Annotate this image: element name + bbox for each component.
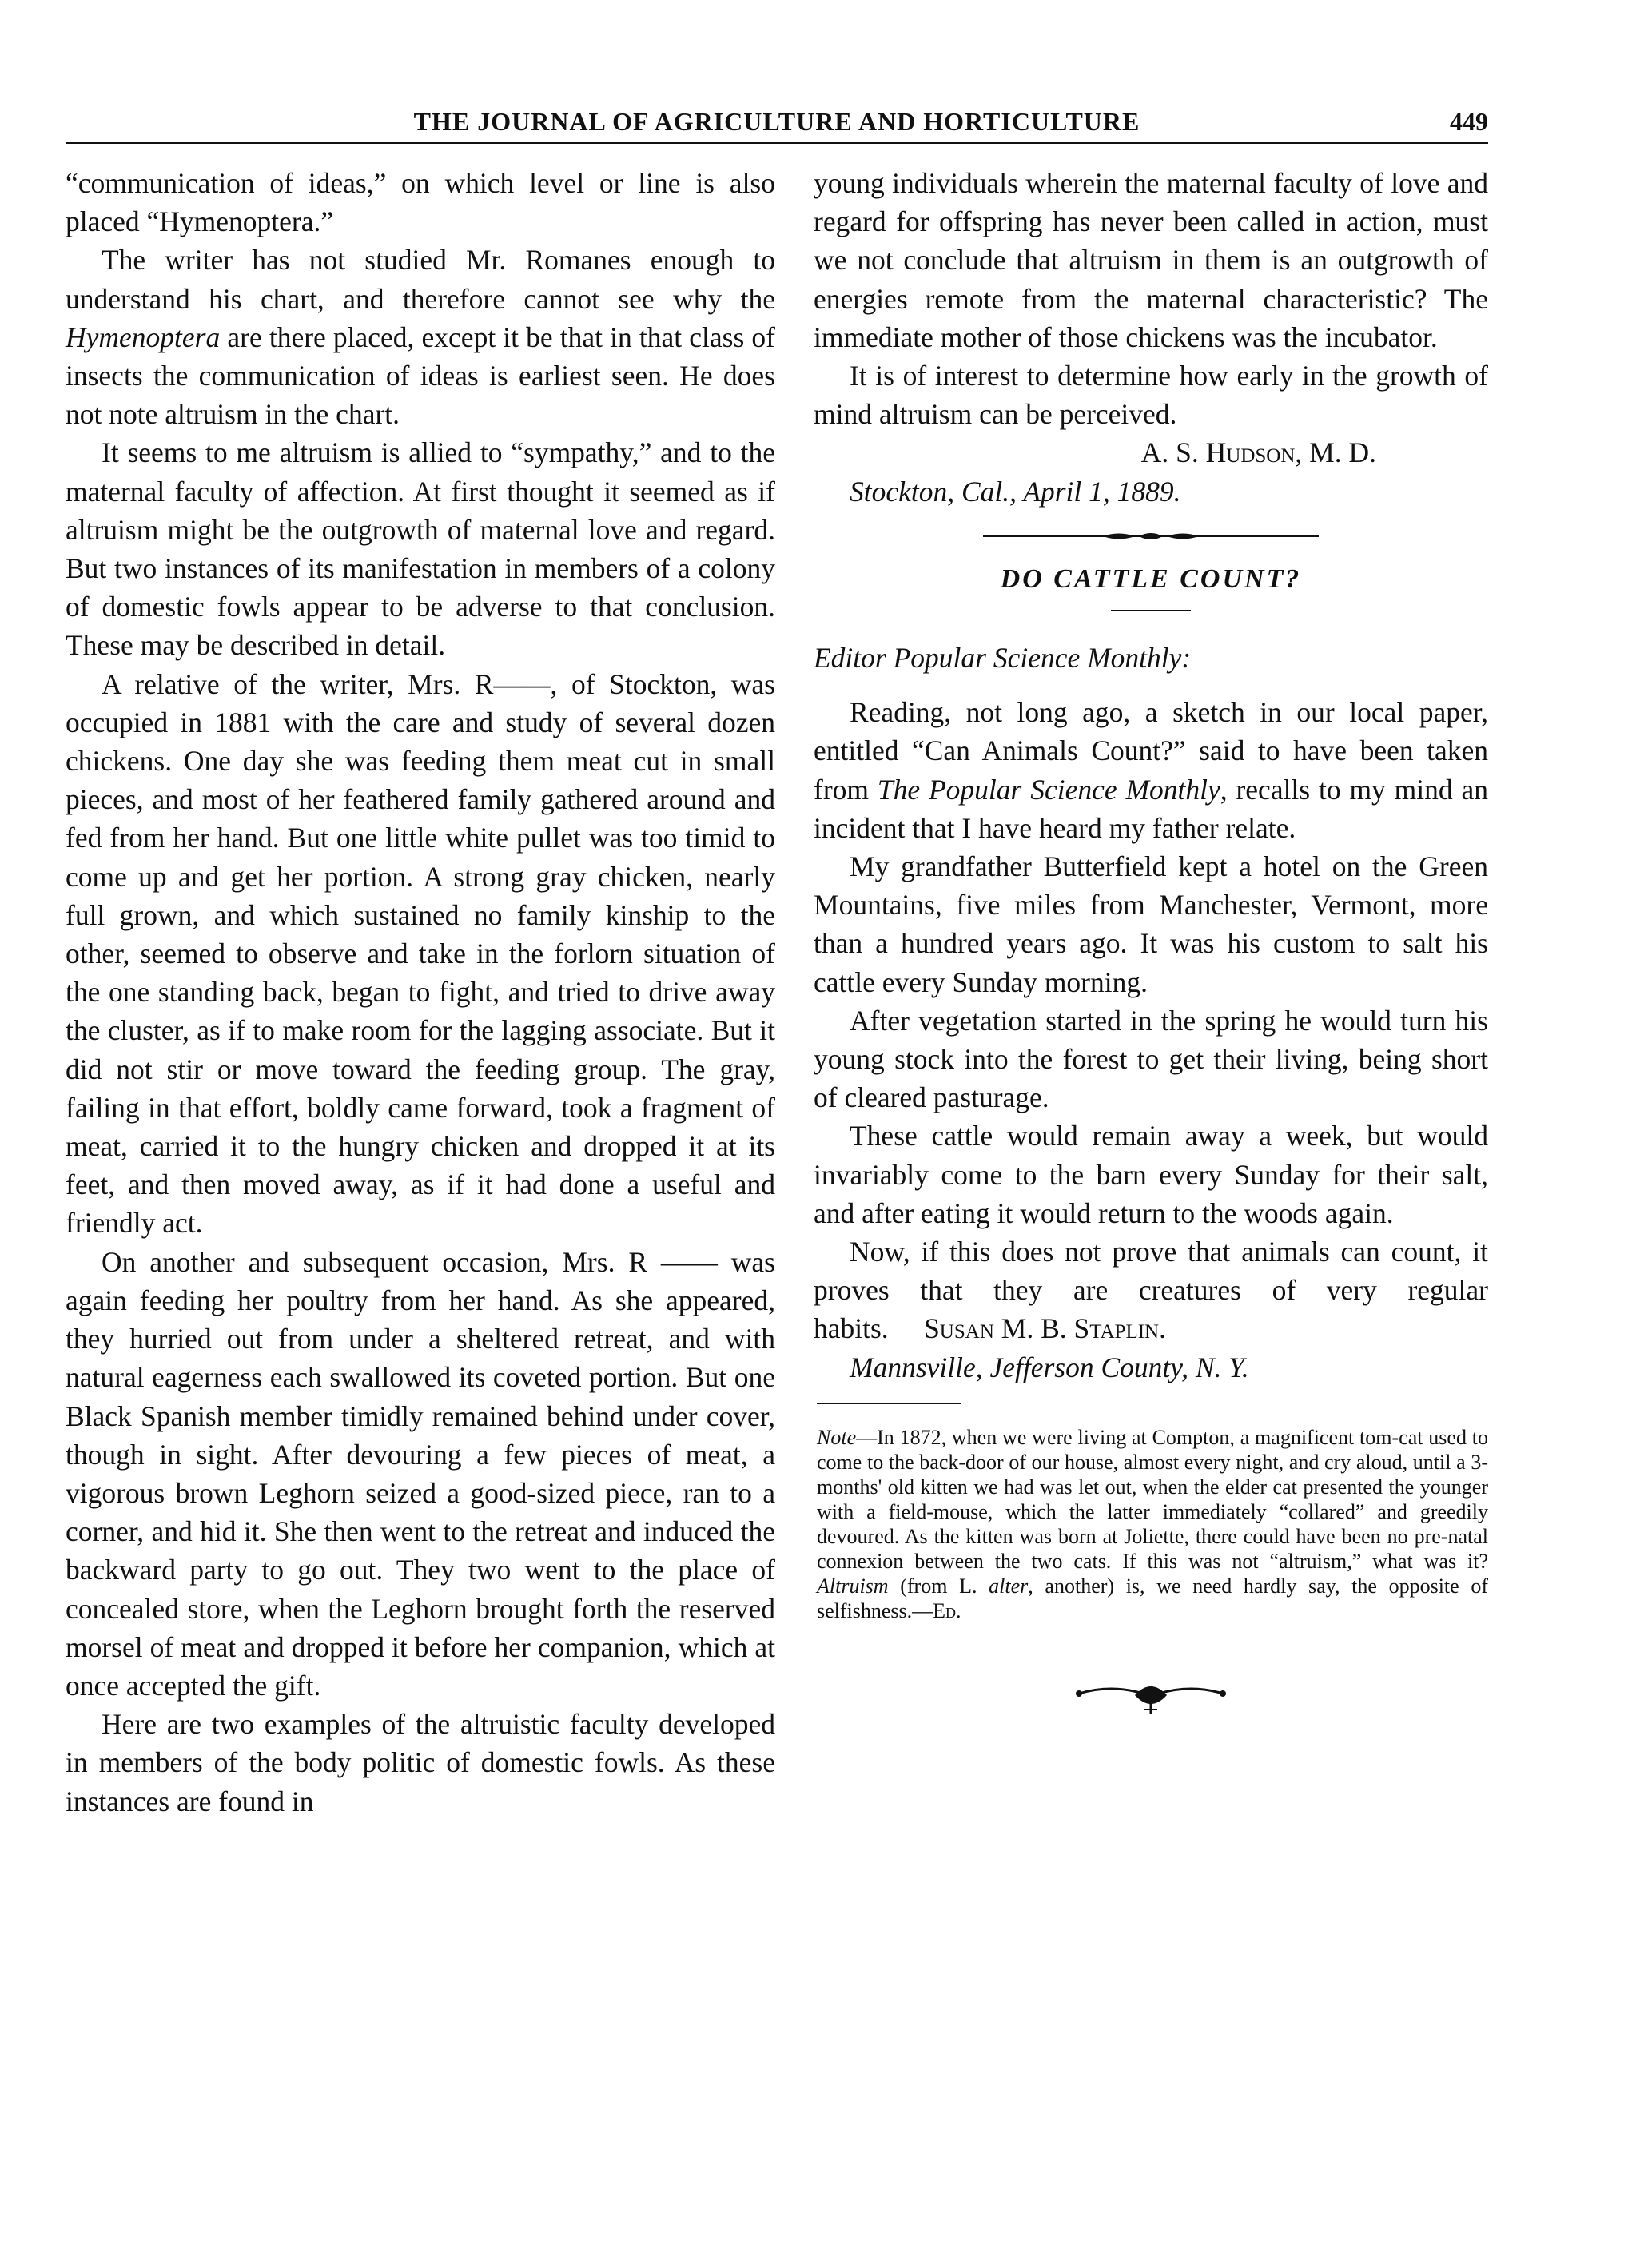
note-text: —In 1872, when we were living at Compton, a magnificent tom-cat used to come to the back-door of our house, almost every night, and cry aloud, until a 3-months' old kitten we had was let out, when the elder cat presented the younger with a field-mouse, which the latter immediately “collared” and greedily devoured. As the kitten was born at Joliette, there could have been no pre-natal connexion between the two cats. If this was not “altruism,” what was it? [817, 1425, 1488, 1573]
paragraph [814, 693, 1488, 847]
paragraph-text: are there placed, except it be that in that class of insects the communication of ideas is earliest seen. He does not note altruism in the chart. [66, 320, 775, 431]
note-text: , another) is, we need hardly say, the opposite of selfishness.— [817, 1574, 1488, 1622]
journal-title: THE JOURNAL OF AGRICULTURE AND HORTICULTURE [413, 107, 1140, 136]
emphasis-text: alter [989, 1574, 1029, 1598]
editor-note [814, 1425, 1488, 1623]
paragraph: It is of interest to determine how early in the growth of mind altruism can be perceived. [814, 360, 1488, 431]
running-head [66, 102, 1488, 142]
paragraph: young individuals wherein the maternal faculty of love and regard for offspring has never been called in action, must we not conclude that altruism in them is an outgrowth of energies remote from the maternal characteristic? The immediate mother of those chickens was the incubator. [814, 167, 1488, 353]
paragraph: On another and subsequent occasion, Mrs. R —— was again feeding her poultry from her hand. As she appeared, they hurried out from under a sheltered retreat, and with natural eagerness each swallowed its coveted portion. But one Black Spanish member timidly remained behind under cover, though in sight. After devouring a few pieces of meat, a vigorous brown Leghorn seized a good-sized piece, ran to a corner, and hid it. She then went to the retreat and induced the backward party to go out. They two went to the place of concealed store, when the Leghorn brought forth the reserved morsel of meat and dropped it before her companion, which at once accepted the gift. [66, 1245, 775, 1702]
paragraph: “communication of ideas,” on which level or line is also placed “Hymenoptera.” [66, 167, 775, 238]
paragraph: These cattle would remain away a week, but would invariably come to the barn every Sunday for their salt, and after eating it would return to the woods again. [814, 1120, 1488, 1229]
emphasis-text: Altruism [817, 1574, 889, 1598]
page-number: 449 [1450, 107, 1488, 136]
paragraph [814, 1232, 1488, 1348]
author-signature: Susan M. B. Staplin. [924, 1312, 1166, 1345]
left-column [66, 164, 775, 1821]
right-column [814, 164, 1488, 1716]
note-signature: Ed. [933, 1598, 961, 1622]
note-rule [817, 1403, 961, 1404]
emphasis-text: Hymenoptera [66, 320, 221, 353]
title-rule [1111, 610, 1191, 611]
paragraph-text: , recalls to my mind an incident that I have heard my father relate. [814, 773, 1488, 844]
paragraph: My grandfather Butterfield kept a hotel on the Green Mountains, five miles from Manchester, Vermont, more than a hundred years ago. It was his custom to salt his cattle every Sunday morning. [814, 850, 1488, 998]
end-ornament [1071, 1679, 1231, 1716]
paragraph-text: The writer has not studied Mr. Romanes enough to understand his chart, and therefore cannot see why the [66, 244, 775, 315]
paragraph: It seems to me altruism is allied to “sympathy,” and to the maternal faculty of affection. At first thought it seemed as if altruism might be the outgrowth of maternal love and regard. But two instances of its manifestation in members of a colony of domestic fowls appear to be adverse to that conclusion. These may be described in detail. [66, 436, 775, 662]
paragraph: After vegetation started in the spring he would turn his young stock into the forest to get their living, being short of cleared pasturage. [814, 1004, 1488, 1114]
note-text: (from L. [888, 1574, 989, 1598]
salutation: Editor Popular Science Monthly: [814, 642, 1192, 675]
place: Mannsville, Jefferson County, N. Y. [850, 1351, 1249, 1383]
section-title: DO CATTLE COUNT? [1000, 563, 1302, 594]
section-divider-ornament [983, 528, 1319, 544]
note-lead: Note [817, 1425, 857, 1449]
paragraph: A relative of the writer, Mrs. R——, of Stockton, was occupied in 1881 with the care and study of several dozen chickens. One day she was feeding them meat cut in small pieces, and most of her feathered family gathered around and fed from her hand. But one little white pullet was too timid to come up and get her portion. A strong gray chicken, nearly full grown, and which sustained no family kinship to the other, seemed to observe and take in the forlorn situation of the one standing back, began to fight, and tried to drive away the cluster, as if to make room for the lagging associate. But it did not stir or move toward the feeding group. The gray, failing in that effort, boldly came forward, took a fragment of meat, carried it to the hungry chicken and dropped it at its feet, and then moved away, as if it had done a useful and friendly act. [66, 667, 775, 1240]
place-date: Stockton, Cal., April 1, 1889. [850, 475, 1181, 508]
paragraph-text: Now, if this does not prove that animals can count, it proves that they are creatures of very regular habits. [814, 1236, 1488, 1345]
paragraph [66, 241, 775, 433]
author-signature [814, 433, 1488, 472]
signature-text: A. S. Hudson, M. D. [1140, 436, 1376, 469]
emphasis-text: The Popular Science Monthly [877, 773, 1220, 806]
header-rule [66, 142, 1488, 144]
paragraph: Here are two examples of the altruistic faculty developed in members of the body politic of domestic fowls. As these instances are found in [66, 1708, 775, 1817]
paragraph-text: Reading, not long ago, a sketch in our local paper, entitled “Can Animals Count?” said to have been taken from [814, 696, 1488, 806]
